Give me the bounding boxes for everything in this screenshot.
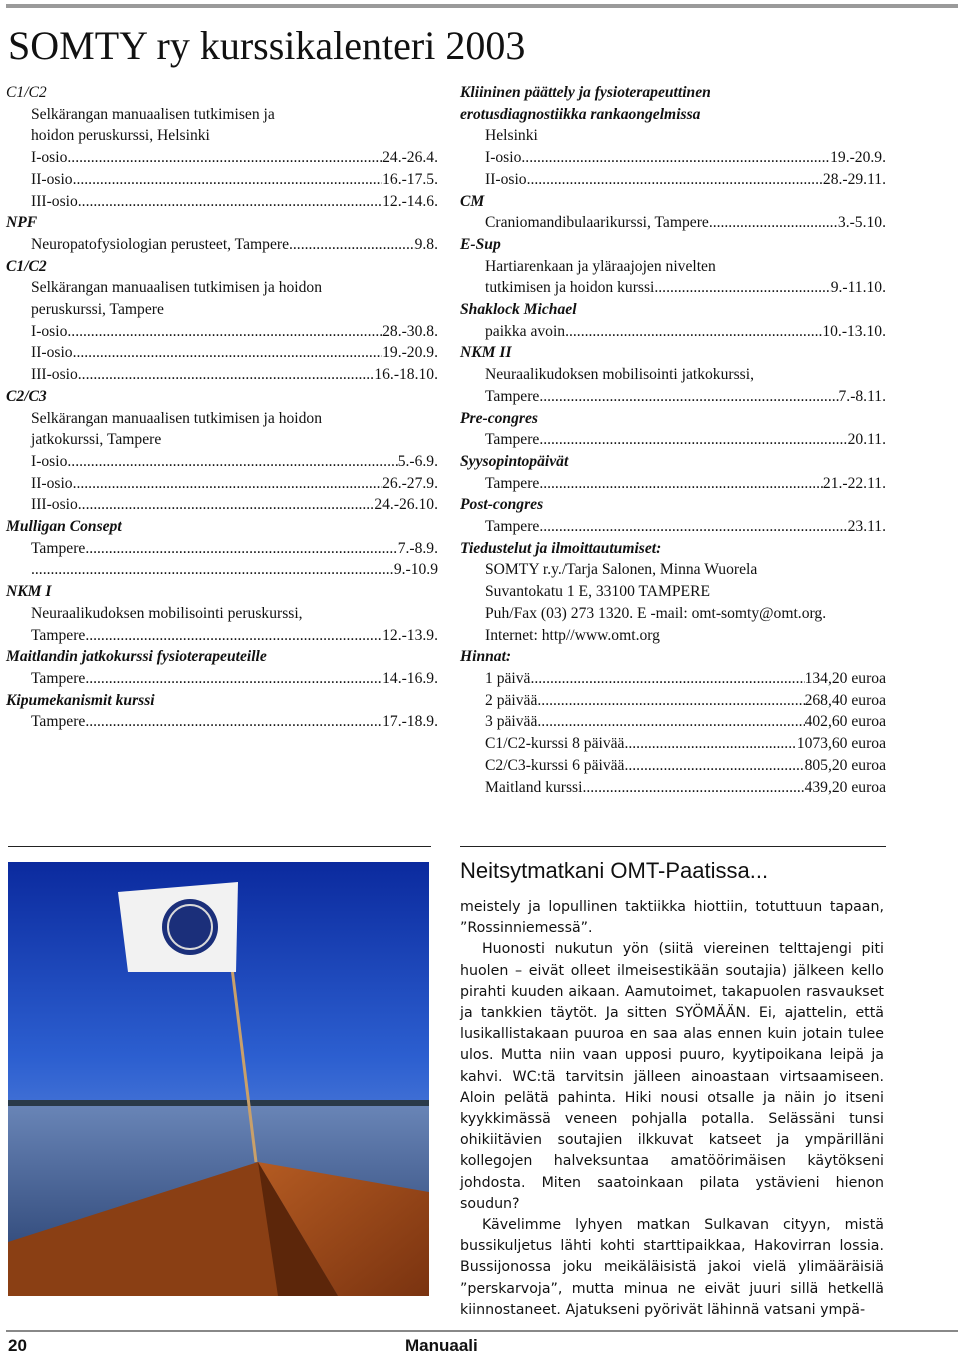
dot-leader — [67, 321, 382, 343]
date-label: paikka avoin — [485, 322, 566, 340]
date-value: 17.-18.9. — [382, 713, 438, 731]
section-heading: Post-congres — [460, 496, 544, 514]
date-value: 9.-10.9 — [393, 561, 438, 579]
dot-leader — [582, 777, 804, 799]
date-label: II-osio — [31, 344, 73, 362]
date-label: III-osio — [31, 192, 78, 210]
dot-leader — [31, 559, 394, 581]
section-heading: Mulligan Consept — [6, 518, 122, 536]
dot-leader — [624, 733, 796, 755]
date-label: Craniomandibulaarikurssi, Tampere — [485, 214, 709, 232]
dot-leader — [73, 473, 383, 495]
article-title: Neitsytmatkani OMT-Paatissa... — [460, 858, 769, 883]
date-row — [6, 147, 438, 169]
date-row — [6, 451, 438, 473]
section-text-line: Internet: http//www.omt.org — [485, 626, 660, 644]
date-row — [460, 777, 886, 799]
date-row — [460, 755, 886, 777]
dot-leader — [537, 690, 804, 712]
date-value: 5.-6.9. — [397, 452, 438, 470]
section-heading: NKM II — [460, 344, 512, 362]
dot-leader — [539, 429, 847, 451]
date-label: I-osio — [31, 322, 68, 340]
divider-left — [8, 846, 431, 847]
section-text-line: Puh/Fax (03) 273 1320. E -mail: omt-somty@omt.org. — [485, 604, 827, 622]
date-row — [460, 169, 886, 191]
article-body — [460, 897, 884, 1321]
date-row — [460, 429, 886, 451]
section-heading: Kipumekanismit kurssi — [6, 691, 155, 709]
course-list-left — [6, 82, 438, 733]
date-label: I-osio — [485, 149, 522, 167]
section-text-line: Selkärangan manuaalisen tutkimisen ja hoidon — [31, 279, 323, 297]
section-text-line: SOMTY r.y./Tarja Salonen, Minna Wuorela — [485, 561, 758, 579]
page-title: SOMTY ry kurssikalenteri 2003 — [8, 23, 526, 68]
date-label: III-osio — [31, 366, 78, 384]
magazine-name: Manuaali — [405, 1336, 478, 1355]
date-row — [6, 494, 438, 516]
section-text-line: Helsinki — [485, 127, 538, 145]
dot-leader — [289, 234, 415, 256]
date-label: Tampere — [31, 713, 86, 731]
date-row — [460, 147, 886, 169]
date-label: I-osio — [31, 452, 68, 470]
section-text-line: Selkärangan manuaalisen tutkimisen ja hoidon — [31, 409, 323, 427]
dot-leader — [709, 212, 838, 234]
date-row — [460, 690, 886, 712]
dot-leader — [78, 191, 382, 213]
date-value: 805,20 euroa — [804, 756, 886, 774]
date-label: Tampere — [485, 387, 540, 405]
date-value: 24.-26.10. — [374, 496, 438, 514]
section-text-line: hoidon peruskurssi, Helsinki — [31, 127, 210, 145]
dot-leader — [85, 625, 382, 647]
date-row — [460, 711, 886, 733]
date-value: 26.-27.9. — [382, 474, 438, 492]
section-heading: CM — [460, 192, 485, 210]
date-label: Tampere — [485, 431, 540, 449]
date-value: 7.-8.11. — [838, 387, 886, 405]
section-heading: Tiedustelut ja ilmoittautumiset: — [460, 539, 662, 557]
section-text-line: Neuraalikudoksen mobilisointi jatkokurssi, — [485, 366, 754, 384]
date-value: 19.-20.9. — [382, 344, 438, 362]
dot-leader — [73, 169, 383, 191]
section-heading: C1/C2 — [6, 84, 47, 101]
date-value: 134,20 euroa — [804, 669, 886, 687]
date-row — [6, 711, 438, 733]
page-number: 20 — [8, 1336, 27, 1355]
dot-leader — [78, 364, 375, 386]
date-value: 9.-11.10. — [830, 279, 886, 297]
date-value: 9.8. — [414, 235, 438, 253]
section-heading: Syysopintopäivät — [460, 452, 569, 470]
date-row — [460, 277, 886, 299]
date-row — [6, 191, 438, 213]
section-text-line: Hartiarenkaan ja yläraajojen nivelten — [485, 257, 716, 275]
dot-leader — [78, 494, 375, 516]
date-row — [6, 538, 438, 560]
date-row — [460, 386, 886, 408]
dot-leader — [67, 147, 382, 169]
date-row — [6, 625, 438, 647]
date-label: Tampere — [31, 669, 86, 687]
section-text-line: Suvantokatu 1 E, 33100 TAMPERE — [485, 583, 711, 601]
date-value: 3.-5.10. — [837, 214, 886, 232]
date-row — [6, 668, 438, 690]
section-heading: E-Sup — [460, 235, 501, 253]
dot-leader — [73, 342, 383, 364]
date-row — [460, 733, 886, 755]
dot-leader — [85, 538, 397, 560]
date-label: 2 päivää — [485, 691, 538, 709]
date-value: 19.-20.9. — [830, 149, 886, 167]
date-value: 7.-8.9. — [397, 539, 438, 557]
footer-rule — [6, 1330, 958, 1332]
date-label: II-osio — [485, 170, 527, 188]
date-value: 16.-17.5. — [382, 170, 438, 188]
date-label: I-osio — [31, 149, 68, 167]
divider-right — [460, 846, 886, 847]
section-heading: C2/C3 — [6, 387, 47, 405]
section-heading: Pre-congres — [460, 409, 538, 427]
dot-leader — [527, 169, 823, 191]
date-value: 12.-13.9. — [382, 626, 438, 644]
section-heading: NKM I — [6, 583, 52, 601]
dot-leader — [521, 147, 830, 169]
article-paragraph: Huonosti nukutun yön (siitä viereinen telttajengi piti huolen – eivät olleet ilmeisestikään soutajia) jälkeen kello pirahti kuuden aikaan. Aamutoimet, takapuolen rasvaukset ja tankkien täytöt. Ja sitten SYÖMÄÄN. Ei, ajattelin, että lusikallistakaan puuroa en saa alas ennen kuin jotain tulee ulos. Mutta niin vaan upposi puuro, kyytipoikana leipä ja kahvi. WC:tä tarvitsin jälleen ainoastaan virtsaamiseen. Aloin pelätä pahinta. Hiki nousi otsalle ja näin jo itseni kyykkimässä veneen pohjalla potalla. Selässäni tunsi ohikiitävien soutajien ilkkuvat katseet ja ympärilläni kollegojen halveksuntaa amatöörimäisen käytökseni johdosta. Miten saatoinkaan pilata ystävieni hienon soudun? — [460, 941, 884, 1212]
date-value: 16.-18.10. — [374, 366, 438, 384]
section-text-line: Neuraalikudoksen mobilisointi peruskurssi, — [31, 604, 303, 622]
date-row — [460, 321, 886, 343]
dot-leader — [539, 473, 823, 495]
section-heading: Hinnat: — [460, 648, 512, 666]
date-value: 10.-13.10. — [822, 322, 886, 340]
date-label: Tampere — [485, 518, 540, 536]
dot-leader — [654, 277, 830, 299]
date-label: 3 päivää — [485, 713, 538, 731]
date-value: 21.-22.11. — [822, 474, 886, 492]
date-label: Neuropatofysiologian perusteet, Tampere — [31, 235, 289, 253]
dot-leader — [85, 711, 382, 733]
date-value: 28.-29.11. — [822, 170, 886, 188]
article-paragraph: meistely ja lopullinen taktiikka hiottiin, totuttuun tapaan, ”Rossinniemessä”. — [460, 899, 884, 937]
date-value: 28.-30.8. — [382, 322, 438, 340]
section-text-line: jatkokurssi, Tampere — [31, 431, 162, 449]
date-row — [6, 473, 438, 495]
date-value: 268,40 euroa — [804, 691, 886, 709]
date-label: C2/C3-kurssi 6 päivää — [485, 756, 625, 774]
dot-leader — [624, 755, 804, 777]
rowing-boat-photo — [8, 862, 429, 1296]
date-row — [460, 473, 886, 495]
date-label: Tampere — [485, 474, 540, 492]
date-row — [6, 364, 438, 386]
dot-leader — [67, 451, 397, 473]
date-value: 23.11. — [847, 518, 886, 536]
date-value: 24.-26.4. — [382, 149, 438, 167]
date-row — [6, 342, 438, 364]
section-text-line: peruskurssi, Tampere — [31, 301, 164, 319]
date-value: 12.-14.6. — [382, 192, 438, 210]
date-row — [6, 321, 438, 343]
date-label: III-osio — [31, 496, 78, 514]
date-label: Maitland kurssi — [485, 778, 583, 796]
section-heading: erotusdiagnostiikka rankaongelmissa — [460, 105, 701, 123]
date-value: 439,20 euroa — [804, 778, 886, 796]
course-list-right — [460, 82, 886, 798]
date-label: Tampere — [31, 539, 86, 557]
date-label: 1 päivä — [485, 669, 531, 687]
date-row — [6, 234, 438, 256]
date-row — [460, 668, 886, 690]
date-value: 402,60 euroa — [804, 713, 886, 731]
date-label: II-osio — [31, 170, 73, 188]
section-heading: Kliininen päättely ja fysioterapeuttinen — [460, 84, 711, 101]
section-heading: Maitlandin jatkokurssi fysioterapeuteille — [6, 648, 267, 666]
section-heading: C1/C2 — [6, 257, 47, 275]
dot-leader — [537, 711, 804, 733]
date-value: 14.-16.9. — [382, 669, 438, 687]
article-paragraph: Kävelimme lyhyen matkan Sulkavan cityyn, mistä bussikuljetus lähti kohti starttipaikkaa, Hakovirran lossia. Bussijonossa joku meikäläisistä jakoi vielä ylimääräisiä ”perskarvoja”, mutta minua ne eivät juuri sillä hetkellä kiinnostaneet. Ajatukseni pyörivät lähinnä vatsani ympä- — [460, 1217, 884, 1318]
dot-leader — [565, 321, 822, 343]
top-rule — [6, 4, 958, 8]
dot-leader — [85, 668, 382, 690]
dot-leader — [530, 668, 804, 690]
section-heading: NPF — [6, 214, 38, 232]
section-text-line: Selkärangan manuaalisen tutkimisen ja — [31, 105, 275, 123]
date-row — [460, 516, 886, 538]
section-heading: Shaklock Michael — [460, 301, 577, 319]
date-row — [6, 559, 438, 581]
dot-leader — [539, 516, 847, 538]
date-label: tutkimisen ja hoidon kurssi — [485, 279, 655, 297]
date-row — [460, 212, 886, 234]
date-row — [6, 169, 438, 191]
date-label: Tampere — [31, 626, 86, 644]
date-label: C1/C2-kurssi 8 päivää — [485, 735, 625, 753]
date-value: 20.11. — [847, 431, 886, 449]
date-label: II-osio — [31, 474, 73, 492]
dot-leader — [539, 386, 838, 408]
date-value: 1073,60 euroa — [796, 735, 886, 753]
